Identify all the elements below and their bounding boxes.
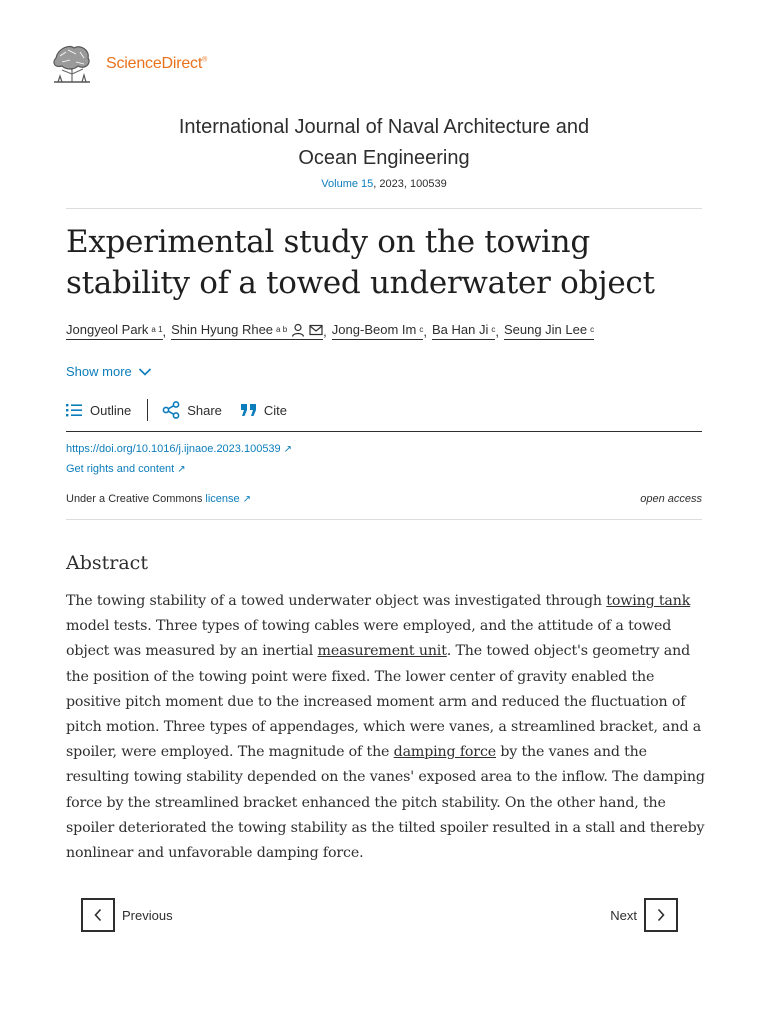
show-more-button[interactable] — [66, 364, 152, 379]
outline-label: Outline — [90, 402, 132, 418]
author-link[interactable]: Ba Han Ji c — [432, 322, 495, 340]
share-button[interactable] — [162, 401, 222, 419]
license-link[interactable]: license ↗ — [205, 493, 252, 505]
article-toolbar — [66, 399, 287, 421]
author-list: Jongyeol Park a 1 , Shin Hyung Rhee a b , Jong-Beom Im c , Ba Han Ji c , Seung Jin Lee c — [66, 322, 595, 339]
logo-text: ScienceDirect® — [106, 55, 208, 72]
author-link[interactable]: Jongyeol Park a 1 — [66, 322, 163, 340]
volume-line — [0, 178, 768, 190]
journal-header — [0, 112, 768, 190]
license-line — [66, 493, 251, 505]
next-box — [644, 898, 678, 932]
journal-title[interactable]: International Journal of Naval Architecture and Ocean Engineering — [178, 116, 590, 169]
toolbar-underline — [66, 431, 702, 432]
outline-button[interactable] — [66, 403, 131, 418]
chevron-right-icon — [656, 908, 666, 922]
chevron-down-icon — [138, 367, 152, 377]
topic-link-towing-tank[interactable]: towing tank — [606, 593, 691, 609]
divider — [66, 208, 702, 209]
topic-link-measurement-unit[interactable]: measurement unit — [317, 643, 447, 660]
quote-icon — [240, 403, 257, 417]
envelope-icon — [309, 324, 323, 336]
show-more-label: Show more — [66, 364, 132, 379]
divider — [66, 519, 702, 520]
arrow-up-right-icon: ↗ — [177, 464, 186, 475]
toolbar-divider — [147, 399, 148, 421]
article-title: Experimental study on the towing stability of a towed underwater object — [66, 224, 655, 301]
author-link[interactable]: Shin Hyung Rhee a b — [171, 322, 323, 340]
list-icon — [66, 403, 83, 417]
volume-info: , 2023, 100539 — [373, 178, 447, 190]
arrow-up-right-icon: ↗ — [242, 494, 252, 505]
topic-link-damping-force[interactable]: damping force — [393, 744, 496, 761]
elsevier-tree-logo-icon — [50, 44, 94, 84]
share-icon — [162, 401, 180, 419]
abstract-body: The towing stability of a towed underwater object was investigated through towing tank model tests. Three types of towing cables were employed, and the attitude of a towed object was measured by an inertial measurement unit. The towed object's geometry and the position of the towing point were fixed. The lower center of gravity enabled the positive pitch moment due to the increased moment arm and reduced the fluctuation of pitch motion. Three types of appendages, which were vanes, a streamlined bracket, and a spoiler, were employed. The magnitude of the damping force by the vanes and the resulting towing stability depended on the vanes' exposed area to the inflow. The damping force by the streamlined bracket enhanced the pitch stability. On the other hand, the spoiler deteriorated the towing stability as the tilted spoiler resulted in a stall and thereby nonlinear and unfavorable damping force. — [66, 593, 705, 862]
previous-box — [81, 898, 115, 932]
sciencedirect-home-link[interactable] — [50, 44, 207, 84]
rights-link[interactable]: Get rights and content ↗ — [66, 463, 186, 475]
next-button[interactable] — [610, 898, 678, 932]
arrow-up-right-icon: ↗ — [283, 444, 293, 455]
volume-link[interactable]: Volume 15 — [321, 178, 374, 190]
abstract-heading: Abstract — [66, 552, 148, 574]
author-link[interactable]: Jong-Beom Im c — [332, 322, 424, 340]
author-link[interactable]: Seung Jin Lee c — [504, 322, 594, 340]
previous-button[interactable] — [81, 898, 173, 932]
next-label: Next — [610, 907, 637, 923]
person-icon — [291, 323, 305, 337]
cite-label: Cite — [263, 402, 288, 418]
previous-label: Previous — [122, 907, 173, 923]
cite-button[interactable] — [240, 403, 287, 418]
share-label: Share — [187, 402, 222, 418]
open-access-badge: open access — [640, 493, 702, 505]
license-prefix: Under a Creative Commons — [66, 493, 206, 505]
doi-link[interactable]: https://doi.org/10.1016/j.ijnaoe.2023.100539 ↗ — [66, 443, 293, 455]
chevron-left-icon — [93, 908, 103, 922]
